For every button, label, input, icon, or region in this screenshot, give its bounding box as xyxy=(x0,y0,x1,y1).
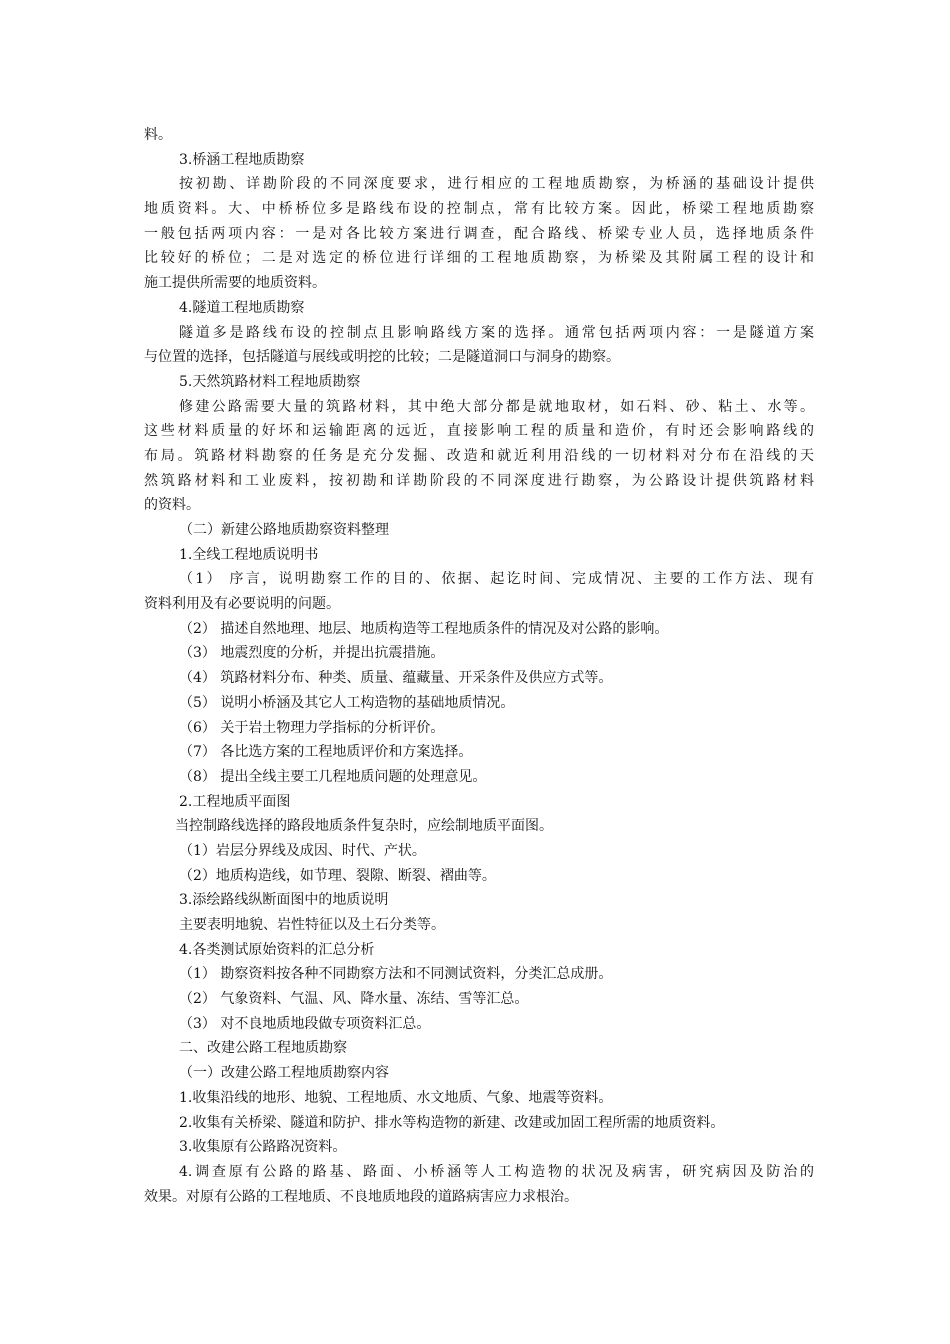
document-body xyxy=(144,123,814,1209)
text-line: 5.天然筑路材料工程地质勘察 xyxy=(179,373,361,390)
text-line: （二）新建公路地质勘察资料整理 xyxy=(179,522,389,538)
text-line: 2.工程地质平面图 xyxy=(179,793,291,810)
text-line: 4.调查原有公路的路基、路面、小桥涵等人工构造物的状况及病害，研究病因及防治的 xyxy=(179,1163,814,1180)
text-line: 二、改建公路工程地质勘察 xyxy=(179,1040,347,1057)
text-line: （6） 关于岩土物理力学指标的分析评价。 xyxy=(179,719,445,736)
text-line: 与位置的选择，包括隧道与展线或明挖的比较；二是隧道洞口与洞身的勘察。 xyxy=(144,349,620,366)
text-line: （1） 勘察资料按各种不同勘察方法和不同测试资料，分类汇总成册。 xyxy=(179,966,613,983)
text-line: 主要表明地貌、岩性特征以及土石分类等。 xyxy=(179,917,445,933)
text-line: （1） 序言，说明勘察工作的目的、依据、起讫时间、完成情况、主要的工作方法、现有 xyxy=(179,571,814,588)
text-line: 3.添绘路线纵断面图中的地质说明 xyxy=(179,892,389,909)
text-line: 效果。对原有公路的工程地质、不良地质地段的道路病害应力求根治。 xyxy=(144,1188,578,1205)
text-line: （3） 地震烈度的分析，并提出抗震措施。 xyxy=(179,645,445,662)
text-line: 比较好的桥位；二是对选定的桥位进行详细的工程地质勘察，为桥梁及其附属工程的设计和 xyxy=(144,250,814,267)
text-line: 2.收集有关桥梁、隧道和防护、排水等构造物的新建、改建或加固工程所需的地质资料。 xyxy=(179,1114,725,1131)
text-line: 的资料。 xyxy=(144,497,200,514)
text-line: 修建公路需要大量的筑路材料，其中绝大部分都是就地取材，如石料、砂、粘土、水等。 xyxy=(179,398,814,415)
text-line: （8） 提出全线主要工几程地质问题的处理意见。 xyxy=(179,768,487,785)
text-line: 按初勘、详勘阶段的不同深度要求，进行相应的工程地质勘察，为桥涵的基础设计提供 xyxy=(179,176,814,193)
text-line: 隧道多是路线布设的控制点且影响路线方案的选择。通常包括两项内容：一是隧道方案 xyxy=(179,324,814,341)
text-line: 3.收集原有公路路况资料。 xyxy=(179,1139,347,1156)
text-line: （3） 对不良地质地段做专项资料汇总。 xyxy=(179,1015,431,1032)
text-line: 料。 xyxy=(144,127,172,143)
text-line: （4） 筑路材料分布、种类、质量、蕴藏量、开采条件及供应方式等。 xyxy=(179,670,613,687)
text-line: 施工提供所需要的地质资料。 xyxy=(144,275,326,292)
text-line: （2） 气象资料、气温、风、降水量、冻结、雪等汇总。 xyxy=(179,991,529,1008)
text-line: 4.各类测试原始资料的汇总分析 xyxy=(179,941,375,958)
text-line: （7） 各比选方案的工程地质评价和方案选择。 xyxy=(179,744,473,761)
text-line: 3.桥涵工程地质勘察 xyxy=(179,151,305,168)
text-line: （2）地质构造线，如节理、裂隙、断裂、褶曲等。 xyxy=(179,867,496,884)
text-line: 布局。筑路材料勘察的任务是充分发掘、改造和就近利用沿线的一切材料对分布在沿线的天 xyxy=(144,447,814,464)
text-line: 4.隧道工程地质勘察 xyxy=(179,299,305,316)
text-line: 当控制路线选择的路段地质条件复杂时，应绘制地质平面图。 xyxy=(175,818,553,835)
text-line: 1.全线工程地质说明书 xyxy=(179,546,319,563)
text-line: 然筑路材料和工业废料，按初勘和详勘阶段的不同深度进行勘察，为公路设计提供筑路材料 xyxy=(144,472,814,489)
text-line: （一）改建公路工程地质勘察内容 xyxy=(179,1065,389,1082)
text-line: 一般包括两项内容：一是对各比较方案进行调查，配合路线、桥梁专业人员，选择地质条件 xyxy=(144,225,814,242)
text-line: 1.收集沿线的地形、地貌、工程地质、水文地质、气象、地震等资料。 xyxy=(179,1089,613,1106)
text-line: 资料利用及有必要说明的问题。 xyxy=(144,596,340,613)
text-line: 这些材料质量的好坏和运输距离的远近，直接影响工程的质量和造价，有时还会影响路线的 xyxy=(144,423,814,440)
text-line: （2） 描述自然地理、地层、地质构造等工程地质条件的情况及对公路的影响。 xyxy=(179,620,669,637)
text-line: （5） 说明小桥涵及其它人工构造物的基础地质情况。 xyxy=(179,694,515,711)
text-line: 地质资料。大、中桥桥位多是路线布设的控制点，常有比较方案。因此，桥梁工程地质勘察 xyxy=(144,201,814,218)
text-line: （1）岩层分界线及成因、时代、产状。 xyxy=(179,842,426,859)
